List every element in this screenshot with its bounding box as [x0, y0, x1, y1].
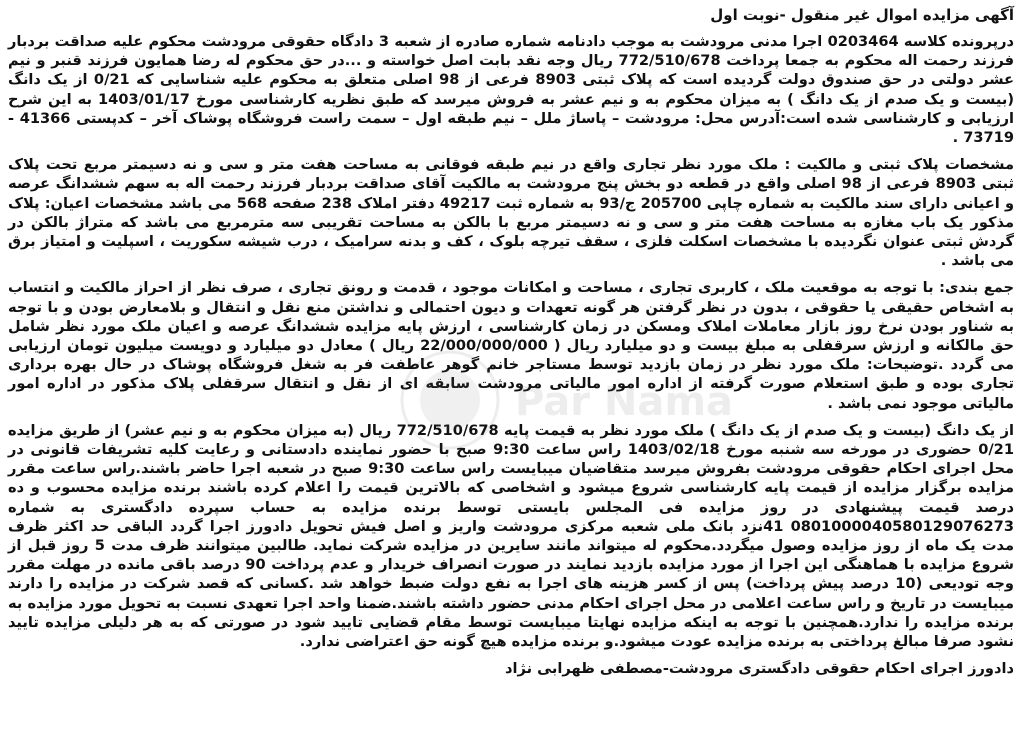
notice-title: آگهی مزایده اموال غیر منقول -نوبت اول	[710, 6, 1014, 24]
property-specs-paragraph: مشخصات پلاک ثبتی و مالکیت : ملک مورد نظر تجاری واقع در نیم طبقه فوقانی به مساحت هفت متر و سی و نه دسیمتر مربع تحت پلاک ثبتی 8903 فرعی از 98 اصلی واقع در قطعه دو بخش پنج مرودشت به مالکیت آقای صداقت بردبار فرزند رحمت اله به سهم ششدانگ عرصه و اعیانی دارای سند مالکیت به شماره چاپی 205700 ج/93 به شماره ثبت 49217 دفتر املاک 238 صفحه 568 می باشد مشخصات اعیان: پلاک مذکور یک باب مغازه به مساحت هفت متر و سی و نه دسیمتر مربع با بالکن به مساحت تقریبی سه مترمربع می باشد که متراژ بالکن در گردش ثبتی عنوان نگردیده با مشخصات اسکلت فلزی ، سقف تیرچه بلوک ، کف و بدنه سرامیک ، درب شیشه سکوریت ، اسپلیت و امتیاز برق می باشد .	[8, 156, 1015, 270]
auction-terms-paragraph: از یک دانگ (بیست و یک صدم از یک دانگ ) ملک مورد نظر به قیمت پایه 772/510/678 ریال (به میزان محکوم به و نیم عشر) از طریق مزایده 0/21 حضوری در مورخه سه شنبه مورخ 1403/02/18 راس ساعت 9:30 صبح با حضور نماینده دادستانی و رعایت کلیه تشریفات قانونی در محل اجرای احکام حقوقی مرودشت بفروش میرسد متقاضیان میبایست راس ساعت 9:30 صبح در شعبه اجرا حاضر باشند.راس ساعت مقرر مزایده برگزار مزایده از قیمت پایه کارشناسی شروع میشود و اشخاصی که بالاترین قیمت را اعلام کرده باشند برنده مزایده محسوب و ده درصد قیمت پیشنهادی در روز مزایده فی المجلس بایستی توسط برنده مزایده به حساب سپرده دادگستری به شماره 0801000040580129076273 41نزد بانک ملی شعبه مرکزی مرودشت واریز و اصل فیش تحویل دادورز اجرا گردد الباقی حد اکثر ظرف مدت یک ماه از روز مزایده وصول میگردد.محکوم له میتواند مانند سایرین در مزایده شرکت نماید. طالبین میتوانند ظرف مدت 5 روز قبل از شروع مزایده با هماهنگی این اجرا از مورد مزایده بازدید نمایند در صورت انصراف خریدار و عدم پرداخت 90 درصد باقی مانده در مهلت مقرر وجه تودیعی (10 درصد پیش پرداخت) پس از کسر هزینه های اجرا به نفع دولت ضبط خواهد شد .کسانی که قصد شرکت در مزایده را دارند میبایست در تاریخ و راس ساعت اعلامی در محل اجرای احکام مدنی حضور داشته باشند.ضمنا واحد اجرا تعهدی نسبت به تحویل مورد مزایده به برنده مزایده را ندارد.همچنین با توجه به اینکه مزایده نهایتا میبایست توسط مقام قضایی تایید شود در صورتی که به هر دلیلی مزایده تایید نشود صرفا مبالغ پرداختی به برنده مزایده عودت میشود.و برنده مزایده هیچ گونه حق اعتراضی ندارد.	[8, 421, 1015, 651]
watermark-text: Par Nama	[515, 379, 734, 425]
auction-notice	[8, 6, 1014, 744]
case-paragraph: درپرونده کلاسه 0203464 اجرا مدنی مرودشت به موجب دادنامه شماره صادره از شعبه 3 دادگاه حقوقی مرودشت محکوم علیه صداقت بردبار فرزند رحمت اله محکوم به جمعا پرداخت 772/510/678 ریال وجه نقد بابت اصل خواسته و ...در حق محکوم له رضا همایون فرزند قنبر و نیم عشر دولتی در حق صندوق دولت گردیده است که پلاک ثبتی 8903 فرعی از 98 اصلی متعلق به محکوم علیه شناسایی که 0/21 از یک دانگ (بیست و یک صدم از یک دانگ ) به میزان محکوم به و نیم عشر به فروش میرسد که طبق نظریه کارشناسی مورخ 1403/01/17 به این شرح ارزیابی و کارشناسی شده است:آدرس محل: مرودشت – پاساژ ملل – نیم طبقه اول – سمت راست فروشگاه پوشاک آخر – کدپستی 41366 - 73719 .	[8, 33, 1015, 147]
summary-paragraph: جمع بندی: با توجه به موقعیت ملک ، کاربری تجاری ، مساحت و امکانات موجود ، قدمت و رونق تجاری ، صرف نظر از احراز مالکیت و انتساب به اشخاص حقیقی یا حقوقی ، بدون در نظر گرفتن هر گونه تعهدات و دیون احتمالی و نداشتن منع نقل و انتقال و بلامعارض بودن و با توجه به شناور بودن نرخ روز بازار معاملات املاک ومسکن در زمان کارشناسی ، ارزش پایه مزایده ششدانگ عرصه و اعیان ملک مورد نظر شامل حق مالکانه و ارزش سرقفلی به مبلغ بیست و دو میلیارد ریال ( 22/000/000/000 ریال ) معادل دو میلیارد و دویست میلیون تومان ارزیابی می گردد .توضیحات: ملک مورد نظر در زمان بازدید توسط مستاجر خانم گوهر عاطفت فر به شغل فروشگاه پوشاک در حال بهره برداری تجاری بوده و طبق استعلام صورت گرفته از اداره امور مالیاتی مرودشت سابقه ای از نقل و انتقال سرقفلی پلاک مذکور در اداره امور مالیاتی موجود نمی باشد .	[8, 279, 1014, 412]
signature-line: دادورز اجرای احکام حقوقی دادگستری مرودشت-مصطفی ظهرابی نژاد	[505, 660, 1014, 678]
